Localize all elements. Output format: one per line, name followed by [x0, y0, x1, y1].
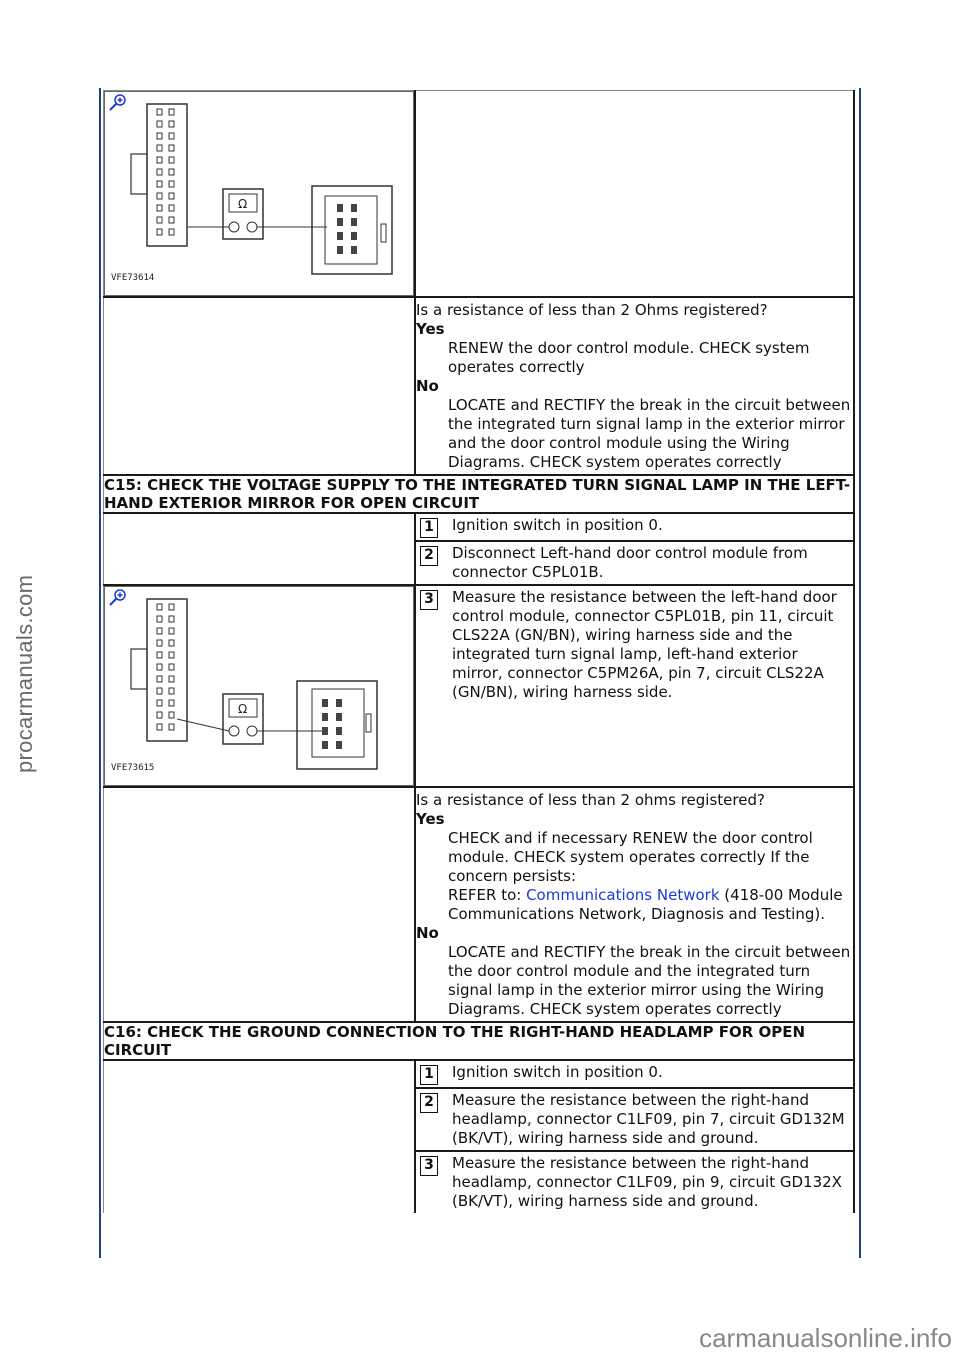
connector-diagram	[107, 94, 413, 294]
result-block-1	[416, 298, 853, 474]
c15-step-3	[416, 586, 853, 704]
no-label: No	[416, 924, 439, 942]
step-number: 2	[420, 546, 438, 566]
refer-line	[416, 886, 853, 924]
step-text: Measure the resistance between the right-hand headlamp, connector C1LF09, pin 7, circuit GD132M (BK/VT), wiring harness side and ground.	[452, 1091, 845, 1147]
refer-prefix: REFER to:	[448, 886, 527, 904]
result-block-2	[416, 788, 853, 1021]
c16-step-1	[416, 1061, 853, 1087]
yes-label: Yes	[416, 320, 445, 338]
c16-step-3-row	[104, 1151, 855, 1213]
no-action: LOCATE and RECTIFY the break in the circuit between the door control module and the integrated turn signal lamp in the exterior mirror using the Wiring Diagrams. CHECK system operates correctly	[448, 943, 851, 1018]
svg-text:Ω: Ω	[238, 197, 248, 211]
question-text: Is a resistance of less than 2 ohms registered?	[416, 791, 765, 809]
document-page	[103, 90, 855, 1213]
c15-step-3-row	[104, 585, 855, 787]
step-text: Disconnect Left-hand door control module from connector C5PL01B.	[452, 544, 808, 581]
watermark-side: procarmanuals.com	[12, 574, 37, 773]
c15-step-1-row	[104, 513, 855, 541]
no-label: No	[416, 377, 439, 395]
yes-action: RENEW the door control module. CHECK system operates correctly	[448, 339, 810, 376]
step-number: 1	[420, 1065, 438, 1085]
step-number: 2	[420, 1093, 438, 1113]
step-text: Measure the resistance between the right-hand headlamp, connector C1LF09, pin 9, circuit GD132X (BK/VT), wiring harness side and ground.	[452, 1154, 842, 1210]
c15-step-2	[416, 542, 853, 584]
step-text: Ignition switch in position 0.	[452, 516, 663, 534]
margin-line-left	[99, 88, 101, 1258]
yes-label: Yes	[416, 810, 445, 828]
svg-text:Ω: Ω	[238, 702, 248, 716]
step-heading-c15	[104, 475, 855, 513]
diagnostic-table	[103, 90, 855, 1213]
result-row-1	[104, 297, 855, 475]
c16-step-3	[416, 1152, 853, 1213]
refer-suffix: (418-00 Module Communications Network, Diagnosis and Testing).	[448, 886, 843, 923]
figure-label: VFE73614	[111, 273, 155, 283]
step-text: Ignition switch in position 0.	[452, 1063, 663, 1081]
figure-row-1	[104, 91, 855, 298]
result-row-2	[104, 787, 855, 1022]
no-action: LOCATE and RECTIFY the break in the circuit between the integrated turn signal lamp in the exterior mirror and the door control module using the Wiring Diagrams. CHECK system operates correctly	[448, 396, 851, 471]
margin-line-right	[859, 88, 861, 1258]
c15-step-2-row	[104, 541, 855, 585]
c16-step-1-row	[104, 1060, 855, 1088]
communications-network-link[interactable]: Communications Network	[526, 886, 720, 904]
question-text: Is a resistance of less than 2 Ohms registered?	[416, 301, 768, 319]
c15-step-1	[416, 514, 853, 540]
figure-label: VFE73615	[111, 763, 155, 773]
wiring-figure-vfe73614[interactable]	[104, 91, 414, 296]
wiring-figure-vfe73615[interactable]	[104, 586, 414, 786]
step-number: 3	[420, 1156, 438, 1176]
step-number: 3	[420, 590, 438, 610]
c16-step-2-row	[104, 1088, 855, 1151]
connector-diagram	[107, 589, 413, 785]
watermark-bottom: carmanualsonline.info	[699, 1323, 952, 1353]
yes-action: CHECK and if necessary RENEW the door control module. CHECK system operates correctly If the concern persists:	[448, 829, 813, 885]
step-heading-c16	[104, 1022, 855, 1060]
step-number: 1	[420, 518, 438, 538]
heading-c16: C16: CHECK THE GROUND CONNECTION TO THE RIGHT-HAND HEADLAMP FOR OPEN CIRCUIT	[104, 1022, 855, 1060]
step-text: Measure the resistance between the left-hand door control module, connector C5PL01B, pin 11, circuit CLS22A (GN/BN), wiring harness side and the integrated turn signal lamp, left-hand exterior mirror, connector C5PM26A, pin 7, circuit CLS22A (GN/BN), wiring harness side.	[452, 588, 837, 701]
heading-c15: C15: CHECK THE VOLTAGE SUPPLY TO THE INTEGRATED TURN SIGNAL LAMP IN THE LEFT-HAND EXTERIOR MIRROR FOR OPEN CIRCUIT	[104, 475, 855, 513]
c16-step-2	[416, 1089, 853, 1150]
